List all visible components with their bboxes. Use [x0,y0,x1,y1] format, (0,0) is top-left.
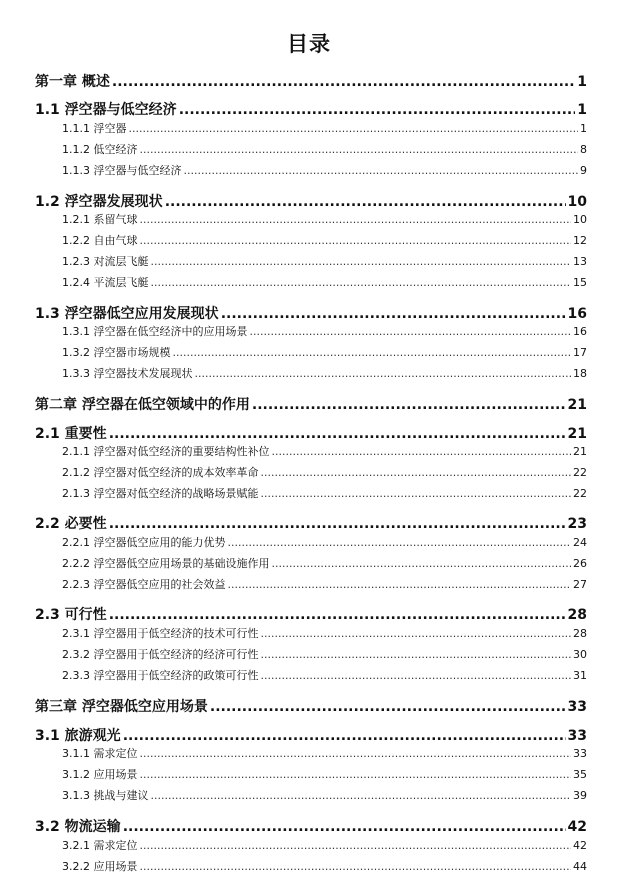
toc-entry-title: 2.2.2 浮空器低空应用场景的基础设施作用 [62,557,270,570]
toc-entry-sub[interactable] [62,443,587,459]
toc-entry-title: 1.2.3 对流层飞艇 [62,255,149,268]
toc-entry-section[interactable] [35,513,587,533]
toc-entry-title: 3.1 旅游观光 [35,728,121,744]
toc-entry-page: 13 [573,255,587,268]
dot-leader [228,578,572,591]
toc-entry-page: 42 [567,819,587,835]
dot-leader [260,627,571,640]
toc-entry-sub[interactable] [62,534,587,550]
toc-entry-title: 2.3.2 浮空器用于低空经济的经济可行性 [62,648,259,661]
toc-entry-section[interactable] [35,423,587,443]
dot-leader [151,789,572,802]
toc-entry-title: 1.2.1 系留气球 [62,213,138,226]
dot-leader [140,768,572,781]
toc-entry-sub[interactable] [62,365,587,381]
toc-entry-sub[interactable] [62,576,587,592]
toc-entry-sub[interactable] [62,344,587,360]
toc-entry-page: 28 [573,627,587,640]
dot-leader [151,255,572,268]
toc-entry-sub[interactable] [62,485,587,501]
toc-entry-title: 1.2 浮空器发展现状 [35,194,163,210]
toc-entry-page: 22 [573,466,587,479]
toc-entry-page: 17 [573,346,587,359]
toc-entry-page: 15 [573,276,587,289]
toc-entry-section[interactable] [35,604,587,624]
toc-entry-page: 21 [567,397,587,413]
page-title: 目录 [287,32,331,56]
toc-entry-title: 1.1.1 浮空器 [62,122,127,135]
toc-entry-page: 1 [577,74,587,90]
dot-leader [123,819,566,835]
toc-entry-sub[interactable] [62,745,587,761]
toc-entry-title: 3.1.2 应用场景 [62,768,138,781]
dot-leader [228,536,572,549]
toc-entry-page: 21 [567,426,587,442]
toc-entry-page: 10 [573,213,587,226]
toc-entry-page: 42 [573,839,587,852]
toc-entry-sub[interactable] [62,787,587,803]
toc-entry-page: 39 [573,789,587,802]
toc-entry-page: 33 [573,747,587,760]
toc-entry-section[interactable] [35,303,587,323]
toc-entry-sub[interactable] [62,162,587,178]
dot-leader [165,194,566,210]
toc-entry-page: 31 [573,669,587,682]
toc-entry-sub[interactable] [62,646,587,662]
toc-entry-sub[interactable] [62,253,587,269]
toc-entry-section[interactable] [35,99,587,119]
dot-leader [252,397,566,413]
dot-leader [151,276,572,289]
dot-leader [260,669,571,682]
toc-entry-page: 18 [573,367,587,380]
dot-leader [109,516,566,532]
toc-entry-sub[interactable] [62,766,587,782]
toc-entry-title: 2.3.3 浮空器用于低空经济的政策可行性 [62,669,259,682]
toc-entry-sub[interactable] [62,464,587,480]
dot-leader [260,487,571,500]
toc-entry-title: 2.3.1 浮空器用于低空经济的技术可行性 [62,627,259,640]
dot-leader [140,860,572,873]
toc-entry-page: 1 [580,122,587,135]
toc-entry-title: 1.3 浮空器低空应用发展现状 [35,306,219,322]
toc-entry-title: 1.1 浮空器与低空经济 [35,102,177,118]
toc-entry-page: 26 [573,557,587,570]
toc-entry-sub[interactable] [62,120,587,136]
toc-entry-title: 第二章 浮空器在低空领域中的作用 [35,397,250,413]
toc-entry-title: 2.1.1 浮空器对低空经济的重要结构性补位 [62,445,270,458]
toc-entry-sub[interactable] [62,858,587,874]
toc-entry-page: 30 [573,648,587,661]
toc-entry-title: 1.2.4 平流层飞艇 [62,276,149,289]
toc-entry-title: 2.2 必要性 [35,516,107,532]
toc-entry-page: 16 [567,306,587,322]
toc-entry-sub[interactable] [62,232,587,248]
dot-leader [179,102,576,118]
toc-entry-title: 第一章 概述 [35,74,110,90]
dot-leader [195,367,572,380]
toc-entry-page: 12 [573,234,587,247]
toc-entry-page: 35 [573,768,587,781]
toc-entry-title: 3.1.1 需求定位 [62,747,138,760]
toc-entry-page: 8 [580,143,587,156]
toc-entry-page: 21 [573,445,587,458]
toc-entry-title: 1.2.2 自由气球 [62,234,138,247]
toc-entry-title: 1.3.1 浮空器在低空经济中的应用场景 [62,325,248,338]
dot-leader [271,557,571,570]
toc-entry-page: 33 [567,728,587,744]
dot-leader [123,728,566,744]
dot-leader [184,164,579,177]
toc-entry-chapter[interactable] [35,696,587,716]
toc-entry-title: 1.3.2 浮空器市场规模 [62,346,171,359]
dot-leader [112,74,575,90]
toc-entry-sub[interactable] [62,274,587,290]
dot-leader [140,234,572,247]
toc-entry-sub[interactable] [62,141,587,157]
toc-entry-title: 2.1.3 浮空器对低空经济的战略场景赋能 [62,487,259,500]
toc-entry-title: 1.1.3 浮空器与低空经济 [62,164,182,177]
toc-entry-section[interactable] [35,816,587,836]
toc-entry-sub[interactable] [62,211,587,227]
toc-entry-sub[interactable] [62,555,587,571]
toc-entry-section[interactable] [35,725,587,745]
dot-leader [260,466,571,479]
toc-entry-chapter[interactable] [35,394,587,414]
dot-leader [271,445,571,458]
dot-leader [140,143,579,156]
dot-leader [140,839,572,852]
toc-entry-chapter[interactable] [35,71,587,91]
dot-leader [140,747,572,760]
toc-entry-title: 第三章 浮空器低空应用场景 [35,699,208,715]
toc-entry-title: 2.2.3 浮空器低空应用的社会效益 [62,578,226,591]
toc-entry-title: 3.2.1 需求定位 [62,839,138,852]
toc-entry-sub[interactable] [62,625,587,641]
toc-entry-page: 24 [573,536,587,549]
toc-entry-title: 3.1.3 挑战与建议 [62,789,149,802]
dot-leader [221,306,566,322]
toc-entry-page: 44 [573,860,587,873]
toc-entry-title: 1.3.3 浮空器技术发展现状 [62,367,193,380]
toc-entry-title: 3.2.2 应用场景 [62,860,138,873]
toc-entry-sub[interactable] [62,837,587,853]
dot-leader [140,213,572,226]
toc-entry-title: 2.1 重要性 [35,426,107,442]
toc-entry-page: 33 [567,699,587,715]
toc-entry-sub[interactable] [62,667,587,683]
toc-entry-title: 1.1.2 低空经济 [62,143,138,156]
toc-entry-title: 3.2 物流运输 [35,819,121,835]
toc-entry-page: 10 [567,194,587,210]
toc-entry-page: 27 [573,578,587,591]
toc-entry-title: 2.1.2 浮空器对低空经济的成本效率革命 [62,466,259,479]
dot-leader [109,607,566,623]
dot-leader [129,122,579,135]
toc-entry-page: 28 [567,607,587,623]
toc-entry-page: 1 [577,102,587,118]
dot-leader [109,426,566,442]
dot-leader [173,346,572,359]
dot-leader [260,648,571,661]
dot-leader [249,325,571,338]
toc-entry-page: 16 [573,325,587,338]
toc-entry-title: 2.3 可行性 [35,607,107,623]
toc-entry-page: 9 [580,164,587,177]
toc-entry-page: 22 [573,487,587,500]
toc-entry-section[interactable] [35,191,587,211]
toc-entry-page: 23 [567,516,587,532]
toc-entry-sub[interactable] [62,323,587,339]
toc-entry-title: 2.2.1 浮空器低空应用的能力优势 [62,536,226,549]
dot-leader [210,699,566,715]
